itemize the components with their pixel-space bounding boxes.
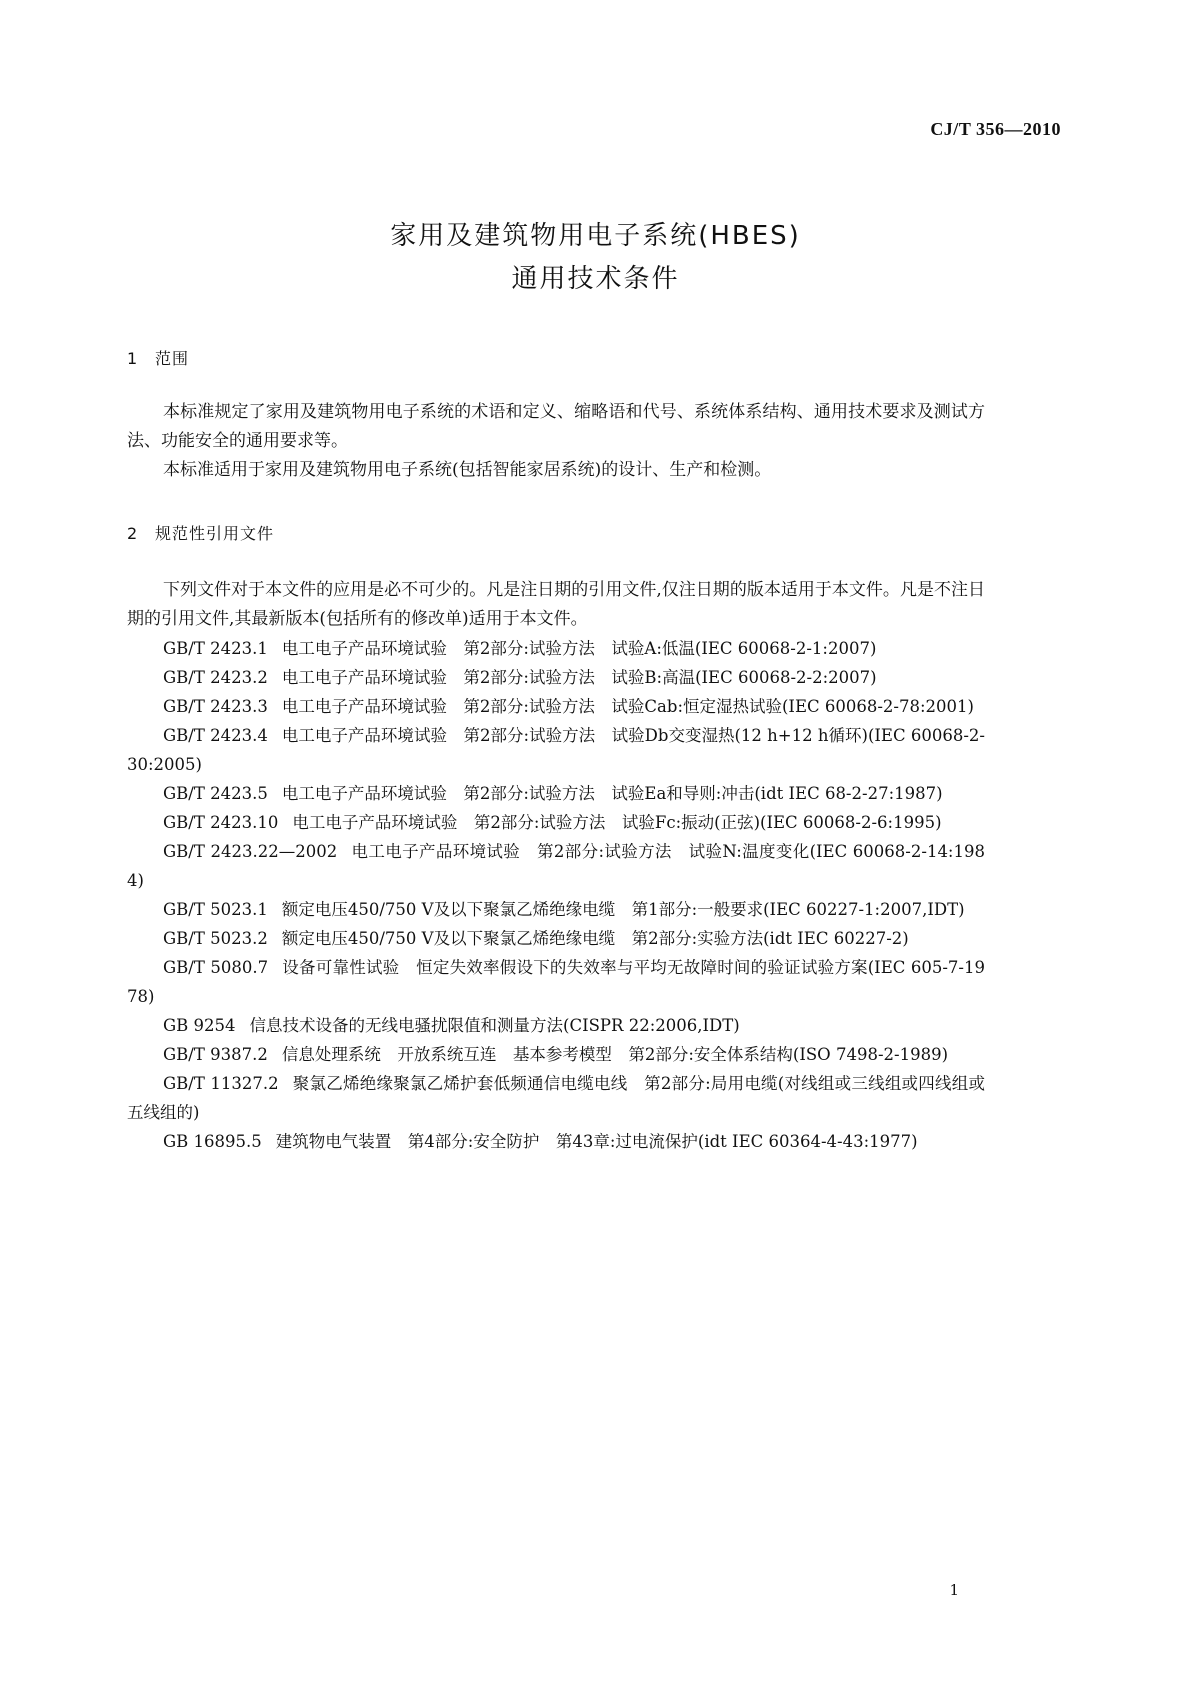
reference-item	[127, 779, 985, 808]
reference-title: 电工电子产品环境试验 第2部分:试验方法 试验Fc:振动(正弦)(IEC 60068-2-6:1995)	[292, 813, 942, 832]
scope-paragraph: 本标准适用于家用及建筑物用电子系统(包括智能家居系统)的设计、生产和检测。	[163, 460, 772, 480]
reference-item	[127, 1127, 985, 1156]
reference-code: GB/T 2423.1	[163, 639, 268, 658]
reference-title: 信息技术设备的无线电骚扰限值和测量方法(CISPR 22:2006,IDT)	[249, 1016, 740, 1035]
reference-code: GB/T 2423.3	[163, 697, 268, 716]
reference-item	[127, 634, 985, 663]
reference-title: 聚氯乙烯绝缘聚氯乙烯护套低频通信电缆电线 第2部分:局用电缆(对线组或三线组或四线组或五线组的)	[127, 1074, 985, 1122]
reference-item	[127, 721, 985, 779]
section-2-heading	[127, 521, 274, 544]
reference-item	[127, 808, 985, 837]
reference-item	[127, 953, 985, 1011]
reference-item	[127, 663, 985, 692]
reference-code: GB/T 9387.2	[163, 1045, 268, 1064]
references-intro: 下列文件对于本文件的应用是必不可少的。凡是注日期的引用文件,仅注日期的版本适用于本文件。凡是不注日期的引用文件,其最新版本(包括所有的修改单)适用于本文件。	[127, 580, 985, 629]
normative-references-list	[127, 634, 985, 1156]
reference-code: GB/T 2423.4	[163, 726, 268, 745]
reference-title: 额定电压450/750 V及以下聚氯乙烯绝缘电缆 第2部分:实验方法(idt IEC 60227-2)	[281, 929, 909, 948]
reference-title: 电工电子产品环境试验 第2部分:试验方法 试验A:低温(IEC 60068-2-1:2007)	[281, 639, 877, 658]
section-title: 范围	[155, 349, 190, 368]
reference-item	[127, 692, 985, 721]
document-title-line2: 通用技术条件	[511, 264, 680, 294]
reference-title: 额定电压450/750 V及以下聚氯乙烯绝缘电缆 第1部分:一般要求(IEC 60227-1:2007,IDT)	[281, 900, 965, 919]
reference-code: GB 9254	[163, 1016, 236, 1035]
reference-title: 设备可靠性试验 恒定失效率假设下的失效率与平均无故障时间的验证试验方案(IEC 605-7-1978)	[127, 958, 985, 1006]
reference-code: GB/T 5023.1	[163, 900, 268, 919]
reference-item	[127, 1040, 985, 1069]
reference-item	[127, 1011, 985, 1040]
reference-title: 电工电子产品环境试验 第2部分:试验方法 试验Ea和导则:冲击(idt IEC 68-2-27:1987)	[281, 784, 943, 803]
reference-title: 电工电子产品环境试验 第2部分:试验方法 试验Cab:恒定湿热试验(IEC 60068-2-78:2001)	[281, 697, 974, 716]
reference-title: 建筑物电气装置 第4部分:安全防护 第43章:过电流保护(idt IEC 60364-4-43:1977)	[275, 1132, 918, 1151]
reference-code: GB/T 2423.2	[163, 668, 268, 687]
section-number: 1	[127, 349, 139, 368]
reference-code: GB 16895.5	[163, 1132, 262, 1151]
reference-code: GB/T 5023.2	[163, 929, 268, 948]
document-title-line1: 家用及建筑物用电子系统(HBES)	[390, 221, 801, 251]
reference-code: GB/T 11327.2	[163, 1074, 279, 1093]
reference-code: GB/T 2423.10	[163, 813, 279, 832]
section-title: 规范性引用文件	[155, 524, 275, 543]
reference-item	[127, 837, 985, 895]
reference-title: 电工电子产品环境试验 第2部分:试验方法 试验Db交变湿热(12 h+12 h循环)(IEC 60068-2-30:2005)	[127, 726, 985, 774]
standard-code: CJ/T 356—2010	[930, 119, 1061, 139]
reference-code: GB/T 2423.22—2002	[163, 842, 338, 861]
reference-code: GB/T 5080.7	[163, 958, 269, 977]
scope-paragraph: 本标准规定了家用及建筑物用电子系统的术语和定义、缩略语和代号、系统体系结构、通用技术要求及测试方法、功能安全的通用要求等。	[127, 402, 985, 451]
section-1-heading	[127, 346, 189, 369]
reference-title: 信息处理系统 开放系统互连 基本参考模型 第2部分:安全体系结构(ISO 7498-2-1989)	[281, 1045, 949, 1064]
page-number: 1	[949, 1581, 959, 1599]
section-number: 2	[127, 524, 139, 543]
reference-code: GB/T 2423.5	[163, 784, 268, 803]
reference-item	[127, 1069, 985, 1127]
reference-title: 电工电子产品环境试验 第2部分:试验方法 试验N:温度变化(IEC 60068-2-14:1984)	[127, 842, 985, 890]
reference-item	[127, 895, 985, 924]
reference-item	[127, 924, 985, 953]
reference-title: 电工电子产品环境试验 第2部分:试验方法 试验B:高温(IEC 60068-2-2:2007)	[281, 668, 877, 687]
